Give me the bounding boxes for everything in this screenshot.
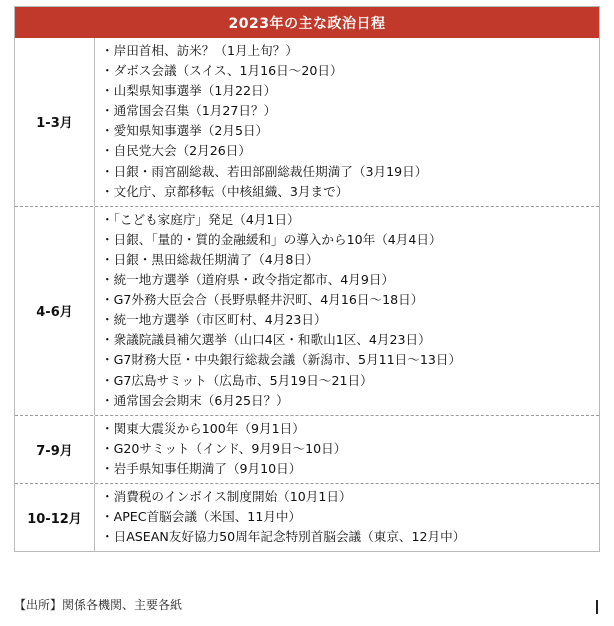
event-item: ・文化庁、京都移転（中核組織、3月まで） bbox=[101, 183, 349, 199]
event-list bbox=[95, 38, 599, 206]
period-row-q4 bbox=[15, 483, 599, 551]
event-item: ・APEC首脳会議（米国、11月中） bbox=[101, 509, 302, 525]
event-item: ・統一地方選挙（道府県・政令指定都市、4月9日） bbox=[101, 272, 395, 288]
period-row-q2 bbox=[15, 206, 599, 415]
event-item: ・通常国会召集（1月27日？） bbox=[101, 103, 277, 119]
event-item: ・統一地方選挙（市区町村、4月23日） bbox=[101, 312, 327, 328]
event-item: ・「こども家庭庁」発足（4月1日） bbox=[101, 211, 300, 227]
event-item: ・通常国会会期末（6月25日？） bbox=[101, 392, 289, 408]
event-item: ・消費税のインボイス制度開始（10月1日） bbox=[101, 488, 352, 504]
event-item: ・岸田首相、訪米？（1月上旬？） bbox=[101, 43, 298, 58]
period-label: 10-12月 bbox=[15, 484, 95, 551]
event-item: ・G7外務大臣会合（長野県軽井沢町、4月16日～18日） bbox=[101, 292, 424, 308]
event-item: ・ダボス会議（スイス、1月16日～20日） bbox=[101, 63, 343, 79]
event-list bbox=[95, 207, 599, 415]
event-item: ・愛知県知事選挙（2月5日） bbox=[101, 123, 269, 139]
event-list bbox=[95, 416, 599, 483]
event-item: ・自民党大会（2月26日） bbox=[101, 143, 251, 159]
event-item: ・G7広島サミット（広島市、5月19日～21日） bbox=[101, 372, 373, 388]
table-title: 2023年の主な政治日程 bbox=[15, 7, 599, 38]
event-item: ・日銀・黒田総裁任期満了（4月8日） bbox=[101, 251, 319, 267]
event-item: ・岩手県知事任期満了（9月10日） bbox=[101, 460, 302, 476]
period-label: 1-3月 bbox=[15, 38, 95, 206]
event-list bbox=[95, 484, 599, 551]
event-item: ・山梨県知事選挙（1月22日） bbox=[101, 83, 277, 99]
event-item: ・関東大震災から100年（9月1日） bbox=[101, 420, 305, 436]
event-item: ・日銀・雨宮副総裁、若田部副総裁任期満了（3月19日） bbox=[101, 163, 428, 179]
event-item: ・日銀、「量的・質的金融緩和」の導入から10年（4月4日） bbox=[101, 231, 442, 247]
period-label: 4-6月 bbox=[15, 207, 95, 415]
schedule-table bbox=[14, 6, 600, 552]
source-note: 【出所】関係各機関、主要各紙 bbox=[14, 598, 183, 612]
period-row-q3 bbox=[15, 415, 599, 483]
period-row-q1 bbox=[15, 38, 599, 206]
event-item: ・G20サミット（インド、9月9日～10日） bbox=[101, 440, 347, 456]
period-label: 7-9月 bbox=[15, 416, 95, 483]
event-item: ・衆議院議員補欠選挙（山口4区・和歌山1区、4月23日） bbox=[101, 332, 431, 348]
event-item: ・G7財務大臣・中央銀行総裁会議（新潟市、5月11日～13日） bbox=[101, 352, 462, 368]
text-cursor-mark bbox=[596, 600, 598, 614]
event-item: ・日ASEAN友好協力50周年記念特別首脳会議（東京、12月中） bbox=[101, 529, 466, 545]
